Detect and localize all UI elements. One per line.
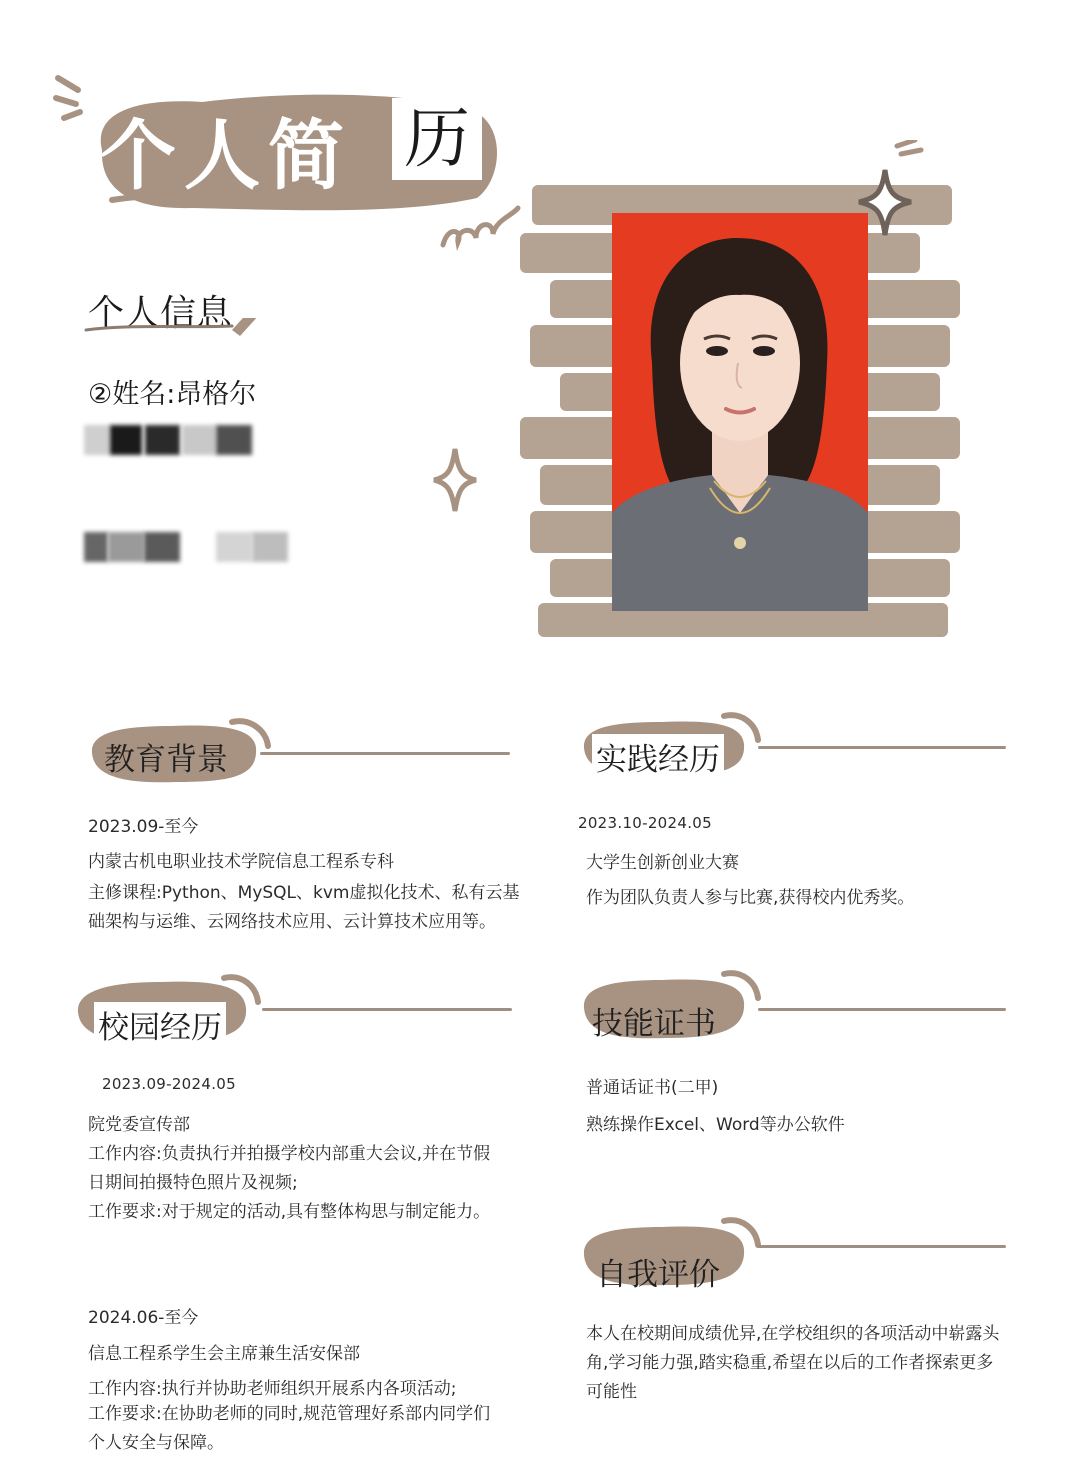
sparkle-icon — [430, 445, 480, 515]
campus-requirement-1: 工作要求:对于规定的活动,具有整体构思与制定能力。 — [88, 1202, 491, 1222]
education-heading: 教育背景 — [104, 742, 228, 778]
campus-date-2: 2024.06-至今 — [88, 1308, 199, 1328]
heading-divider — [758, 746, 1006, 749]
heading-divider — [260, 752, 510, 755]
self-eval-text: 本人在校期间成绩优异,在学校组织的各项活动中崭露头角,学习能力强,踏实稳重,希望在以后的工作者探索更多可能性 — [586, 1324, 1000, 1402]
campus-content-2: 工作内容:执行并协助老师组织开展系内各项活动; — [88, 1379, 457, 1399]
personal-info-heading: 个人信息 — [88, 293, 233, 334]
campus-heading-group — [66, 972, 516, 1047]
practice-date: 2023.10-2024.05 — [578, 814, 712, 832]
skills-heading: 技能证书 — [592, 1006, 716, 1042]
skill-item-1: 普通话证书(二甲) — [586, 1078, 719, 1098]
heading-divider — [758, 1008, 1006, 1011]
education-heading-group — [82, 718, 522, 788]
skill-item-2: 熟练操作Excel、Word等办公软件 — [586, 1115, 845, 1135]
campus-content-1: 工作内容:负责执行并拍摄学校内部重大会议,并在节假日期间拍摄特色照片及视频; — [88, 1144, 491, 1193]
practice-title: 大学生创新创业大赛 — [586, 853, 739, 873]
campus-org-2: 信息工程系学生会主席兼生活安保部 — [88, 1344, 360, 1364]
education-courses: 主修课程:Python、MySQL、kvm虚拟化技术、私有云基础架构与运维、云网络技术应用、云计算技术应用等。 — [88, 883, 520, 932]
profile-photo — [612, 213, 868, 611]
pen-underline-icon — [82, 318, 262, 342]
practice-desc: 作为团队负责人参与比赛,获得校内优秀奖。 — [586, 888, 915, 908]
heading-divider — [262, 1008, 512, 1011]
self-eval-heading-group — [574, 1215, 1014, 1293]
practice-heading: 实践经历 — [592, 734, 724, 779]
self-eval-heading: 自我评价 — [596, 1257, 720, 1293]
campus-requirement-2: 工作要求:在协助老师的同时,规范管理好系部内同学们个人安全与保障。 — [88, 1404, 491, 1453]
education-school: 内蒙古机电职业技术学院信息工程系专科 — [88, 852, 394, 872]
practice-heading-group — [574, 712, 1014, 782]
swirl-decoration-icon — [438, 200, 528, 260]
education-date: 2023.09-至今 — [88, 817, 199, 837]
resume-title-last-char: 历 — [392, 98, 482, 180]
heading-divider — [758, 1245, 1006, 1248]
name-line: ②姓名:昂格尔 — [88, 379, 257, 410]
campus-date-1: 2023.09-2024.05 — [102, 1075, 236, 1093]
campus-org-1: 院党委宣传部 — [88, 1115, 190, 1135]
campus-heading: 校园经历 — [94, 1002, 226, 1047]
resume-title: 个人简 — [100, 111, 352, 200]
skills-heading-group — [574, 968, 1014, 1043]
